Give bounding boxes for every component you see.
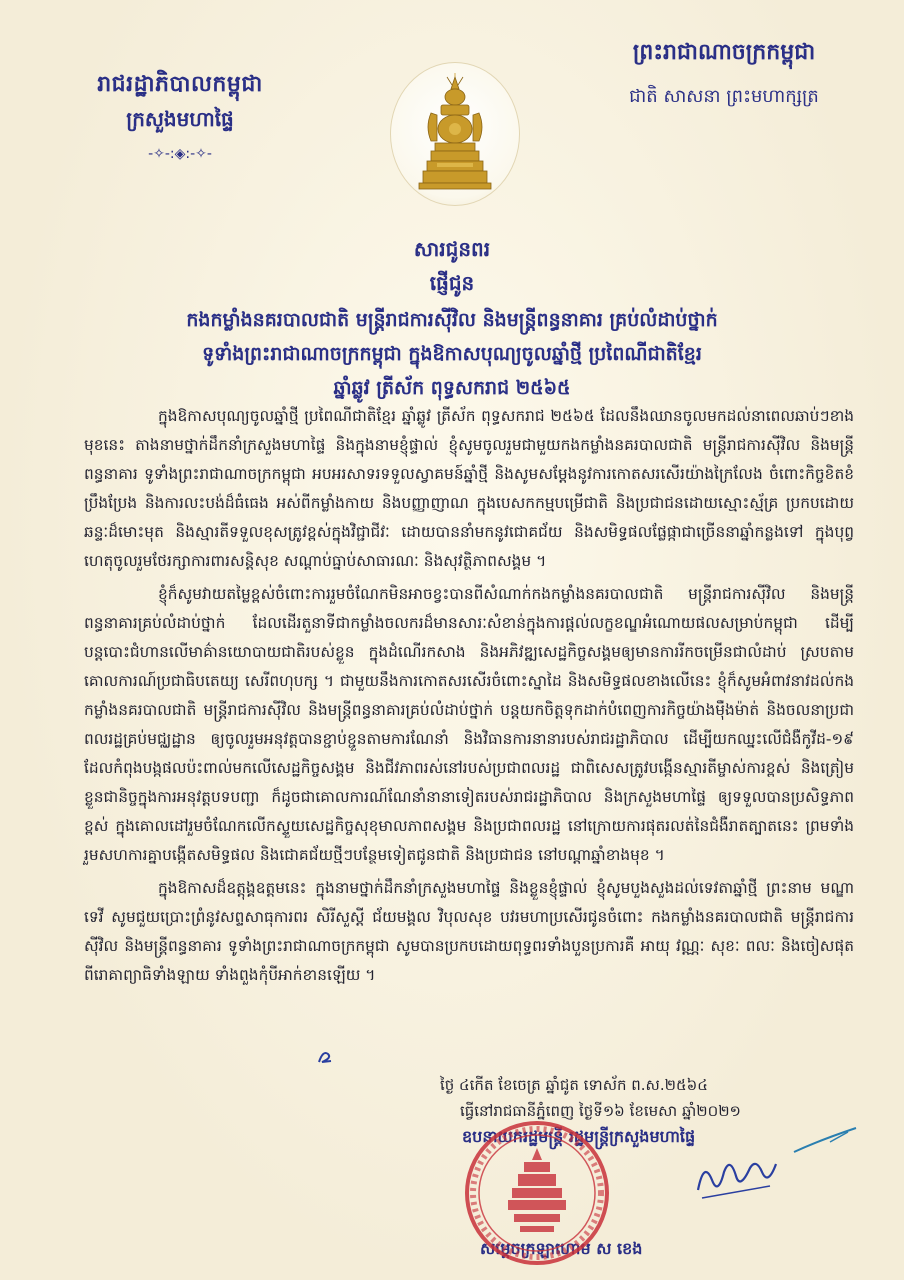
- ornament-divider: -✧-:◈:-✧-: [148, 146, 212, 162]
- title-year: ឆ្នាំឆ្លូវ ត្រីស័ក ពុទ្ធសករាជ ២៥៦៥: [333, 377, 571, 399]
- national-motto: ជាតិ សាសនា ព្រះមហាក្សត្រ: [629, 86, 819, 107]
- signatory-name: សម្ដេចក្រឡាហោម ស ខេង: [480, 1239, 643, 1258]
- ministry-name: ក្រសួងមហាផ្ទៃ: [126, 107, 234, 131]
- signatory-title: ឧបនាយករដ្ឋមន្ត្រី រដ្ឋមន្ត្រីក្រសួងមហាផ្ទៃ: [462, 1127, 696, 1146]
- signature-icon: [690, 1150, 780, 1210]
- royal-emblem: [390, 62, 520, 206]
- title-greeting: សារជូនពរ: [413, 237, 491, 261]
- title-recipients: កងកម្លាំងនគរបាលជាតិ មន្ត្រីរាជការស៊ីវិល និងមន្ត្រីពន្ធនាគារ គ្រប់លំដាប់ថ្នាក់: [186, 309, 718, 331]
- body-paragraph-2: ខ្ញុំក៏សូមវាយតម្លៃខ្ពស់ចំពោះការរួមចំណែកមិនអាចខ្វះបានពីសំណាក់កងកម្លាំងនគរបាលជាតិ មន្ត្រីរាជការស៊ីវិល និងមន្ត្រីពន្ធនាគារគ្រប់លំដាប់ថ្នាក់ ដែលដើរតួនាទីជាកម្លាំងចលករដ៏មានសារៈសំខាន់ក្នុងការផ្ដល់លក្ខខណ្ឌអំណោយផលសម្រាប់កម្ពុជា ដើម្បីបន្តបោះជំហានលើមាគ៌ានយោបាយជាតិរបស់ខ្លួន ក្នុងដំណើរកសាង និងអភិវឌ្ឍសេដ្ឋកិច្ចសង្គមឲ្យមានការរីកចម្រើនជាលំដាប់ ស្របតាមគោលការណ៍ប្រជាធិបតេយ្យ សេរីពហុបក្ស ។ ជាមួយនឹងការកោតសរសើរចំពោះស្នាដៃ និងសមិទ្ធផលខាងលើនេះ ខ្ញុំក៏សូមអំពាវនាវដល់កងកម្លាំងនគរបាលជាតិ មន្ត្រីរាជការស៊ីវិល និងមន្ត្រីពន្ធនាគារគ្រប់លំដាប់ថ្នាក់ បន្តយកចិត្តទុកដាក់បំពេញការកិច្ចយ៉ាងម៉ឺងម៉ាត់ និងចលនាប្រជាពលរដ្ឋគ្រប់មជ្ឈដ្ឋាន ឲ្យចូលរួមអនុវត្តបានខ្ជាប់ខ្ជួនតាមការណែនាំ និងវិធានការនានារបស់រាជរដ្ឋាភិបាល ដើម្បីយកឈ្នះលើជំងឺកូវីដ-១៩ ដែលកំពុងបង្កផលប៉ះពាល់មកលើសេដ្ឋកិច្ចសង្គម និងជីវភាពរស់នៅរបស់ប្រជាពលរដ្ឋ ជាពិសេសត្រូវបង្កើនស្មារតីម្ចាស់ការខ្ពស់ និងត្រៀមខ្លួនជានិច្ចក្នុងការអនុវត្តបទបញ្ជា ក៏ដូចជាគោលការណ៍ណែនាំនានាទៀតរបស់រាជរដ្ឋាភិបាល និងក្រសួងមហាផ្ទៃ ឲ្យទទួលបានប្រសិទ្ធភាពខ្ពស់ ក្នុងគោលដៅរួមចំណែកលើកស្ទួយសេដ្ឋកិច្ចសុខុមាលភាពសង្គម និងប្រជាពលរដ្ឋ នៅក្រោយការផុតរលត់នៃជំងឺរាតត្បាតនេះ ព្រមទាំងរួមសហការគ្នាបង្កើតសមិទ្ធផល និងជោគជ័យថ្មីៗបន្ថែមទៀតជូនជាតិ និងប្រជាជន នៅបណ្ដាឆ្នាំខាងមុខ ។: [84, 585, 854, 864]
- official-seal-icon: [462, 1118, 612, 1268]
- handwritten-mark-icon: [316, 1048, 334, 1066]
- body-paragraph-1: ក្នុងឱកាសបុណ្យចូលឆ្នាំថ្មី ប្រពៃណីជាតិខ្មែរ ឆ្នាំឆ្លូវ ត្រីស័ក ពុទ្ធសករាជ ២៥៦៥ ដែលនឹងឈានចូលមកដល់នាពេលឆាប់ៗខាងមុខនេះ តាងនាមថ្នាក់ដឹកនាំក្រសួងមហាផ្ទៃ និងក្នុងនាមខ្ញុំផ្ទាល់ ខ្ញុំសូមចូលរួមជាមួយកងកម្លាំងនគរបាលជាតិ មន្ត្រីរាជការស៊ីវិល និងមន្ត្រីពន្ធនាគារ ទូទាំងព្រះរាជាណាចក្រកម្ពុជា អបអរសាទរទទួលស្វាគមន៍ឆ្នាំថ្មី និងសូមសម្ដែងនូវការកោតសរសើរយ៉ាងក្រៃលែង ចំពោះកិច្ចខិតខំប្រឹងប្រែង និងការលះបង់ដ៏ធំធេង អស់ពីកម្លាំងកាយ និងបញ្ញាញាណ ក្នុងបេសកកម្មបម្រើជាតិ និងប្រជាជនដោយស្មោះស្ម័គ្រ ប្រកបដោយឆន្ទៈដ៏មោះមុត និងស្មារតីទទួលខុសត្រូវខ្ពស់ក្នុងវិជ្ជាជីវៈ ដោយបាននាំមកនូវជោគជ័យ និងសមិទ្ធផលផ្លែផ្កាជាច្រើននាឆ្នាំកន្លងទៅ ក្នុងបុព្វហេតុចូលរួមថែរក្សាការពារសន្តិសុខ សណ្ដាប់ធ្នាប់សាធារណៈ និងសុវត្ថិភាពសង្គម ។: [84, 407, 854, 570]
- lunar-date: ថ្ងៃ ៤កើត ខែចេត្រ ឆ្នាំជូត ទោស័ក ព.ស.២៥៦៤: [440, 1076, 708, 1094]
- letter-body: [84, 402, 854, 994]
- pen-stroke-icon: [790, 1122, 860, 1162]
- ministry-header: [60, 70, 300, 162]
- solar-date: ធ្វើនៅរាជធានីភ្នំពេញ ថ្ងៃទី១៦ ខែមេសា ឆ្នាំ២០២១: [460, 1102, 741, 1120]
- title-occasion: ទូទាំងព្រះរាជាណាចក្រកម្ពុជា ក្នុងឱកាសបុណ្យចូលឆ្នាំថ្មី ប្រពៃណីជាតិខ្មែរ: [202, 343, 702, 365]
- body-paragraph-3: ក្នុងឱកាសដ៏ឧត្តុង្គឧត្តមនេះ ក្នុងនាមថ្នាក់ដឹកនាំក្រសួងមហាផ្ទៃ និងខ្លួនខ្ញុំផ្ទាល់ ខ្ញុំសូមបួងសួងដល់ទេវតាឆ្នាំថ្មី ព្រះនាម មណ្ឌាទេវី សូមជួយប្រោះព្រំនូវសព្ទសាធុការពរ សិរីសួស្ដី ជ័យមង្គល វិបុលសុខ បវរមហាប្រសើរជូនចំពោះ កងកម្លាំងនគរបាលជាតិ មន្ត្រីរាជការស៊ីវិល និងមន្ត្រីពន្ធនាគារ ទូទាំងព្រះរាជាណាចក្រកម្ពុជា សូមបានប្រកបដោយពុទ្ធពរទាំងបួនប្រការគឺ អាយុ វណ្ណៈ សុខៈ ពលៈ និងចៀសផុតពីរោគាព្យាធិទាំងឡាយ ទាំងពួងកុំបីអាក់ខានឡើយ ។: [84, 879, 854, 984]
- letter-title: [40, 236, 864, 404]
- title-send-to: ផ្ញើជូន: [429, 271, 475, 295]
- emblem-icon: [391, 63, 519, 205]
- kingdom-name: ព្រះរាជាណាចក្រកម្ពុជា: [632, 40, 816, 65]
- kingdom-header: [584, 38, 864, 111]
- government-name: រាជរដ្ឋាភិបាលកម្ពុជា: [97, 72, 263, 97]
